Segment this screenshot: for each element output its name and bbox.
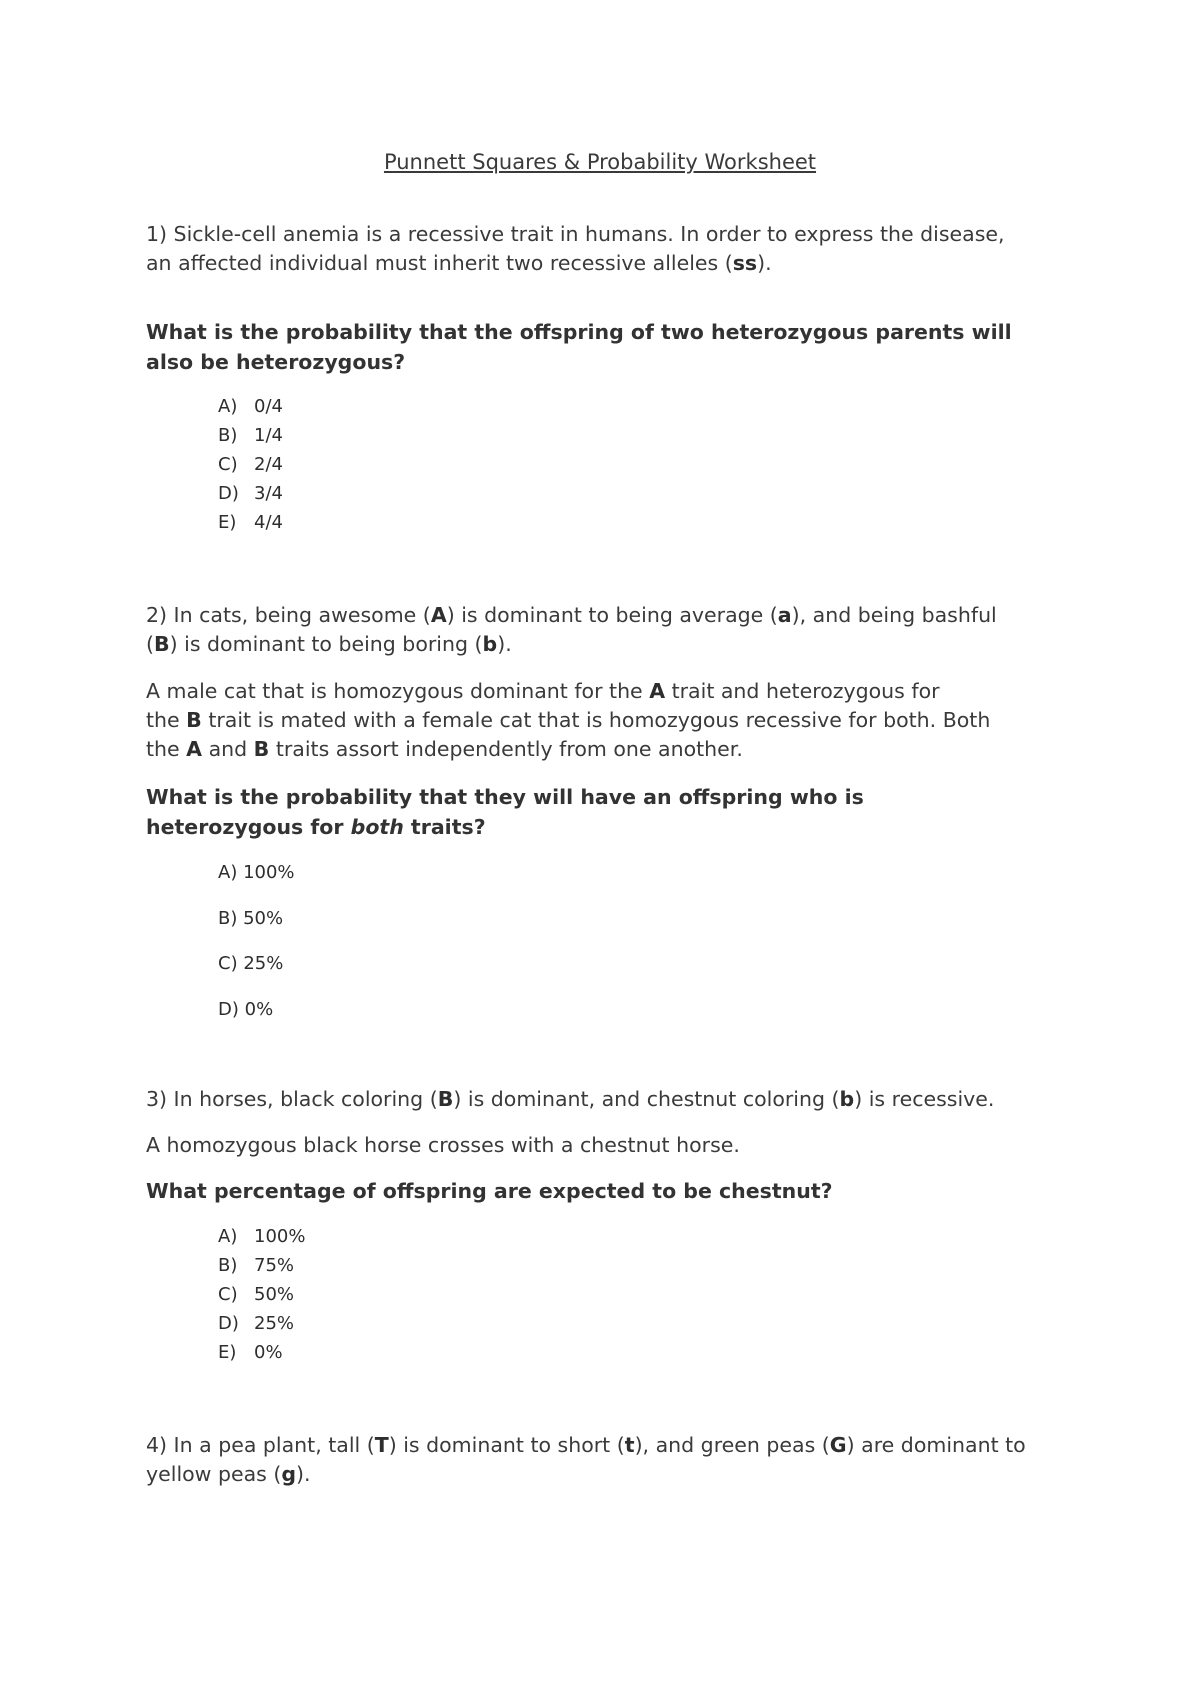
- choice-text: 50%: [254, 1284, 295, 1305]
- q3-intro: [146, 1085, 1076, 1114]
- choice-label: B): [218, 425, 238, 446]
- text: ) is dominant, and chestnut coloring (: [453, 1087, 840, 1111]
- choice-label: E): [218, 1342, 237, 1363]
- choice-label: B): [218, 907, 238, 929]
- text: ).: [497, 632, 512, 656]
- q4-intro-line1: [146, 1431, 1076, 1460]
- text: (: [146, 632, 154, 656]
- text: A male cat that is homozygous dominant for the: [146, 679, 650, 703]
- text: ).: [296, 1462, 311, 1486]
- q2-choice-c[interactable]: [218, 941, 295, 987]
- q2-question-line2: [146, 812, 1076, 842]
- q1-question: [146, 317, 1076, 377]
- q3-choice-a[interactable]: [218, 1222, 305, 1251]
- text: ) is dominant to being boring (: [169, 632, 483, 656]
- text: ) are dominant to: [846, 1433, 1026, 1457]
- choice-text: 75%: [254, 1255, 295, 1276]
- q1-choice-b[interactable]: [218, 421, 283, 450]
- choice-text: 0/4: [254, 396, 283, 417]
- emphasis: both: [350, 815, 404, 839]
- text: 4) In a pea plant, tall (: [146, 1433, 375, 1457]
- choice-text: 0%: [254, 1342, 283, 1363]
- q2-question-line1: What is the probability that they will have an offspring who is: [146, 785, 864, 809]
- text: ) is dominant to short (: [388, 1433, 625, 1457]
- q1-choice-c[interactable]: [218, 450, 283, 479]
- q2-question: [146, 782, 1076, 842]
- q1-intro-text: an affected individual must inherit two recessive alleles (: [146, 251, 733, 275]
- text: ), and being bashful: [791, 603, 997, 627]
- q1-choices: [218, 392, 283, 537]
- choice-text: 2/4: [254, 454, 283, 475]
- choice-text: 25%: [254, 1313, 295, 1334]
- allele: g: [281, 1462, 297, 1486]
- q1-intro-line2: [146, 249, 1076, 278]
- q2-intro-line1: [146, 601, 1076, 630]
- allele: B: [154, 632, 170, 656]
- choice-text: 100%: [243, 862, 295, 884]
- text: heterozygous for: [146, 815, 351, 839]
- q3-intro-line1: [146, 1085, 1076, 1114]
- choice-text: 100%: [254, 1226, 306, 1247]
- page-title: Punnett Squares & Probability Worksheet: [383, 150, 817, 174]
- allele: b: [482, 632, 498, 656]
- q2-paragraph-line2: [146, 706, 1076, 735]
- q1-intro-line1: 1) Sickle-cell anemia is a recessive trait in humans. In order to express the disease,: [146, 222, 1005, 246]
- choice-label: C): [218, 953, 238, 975]
- text: and: [202, 737, 254, 761]
- q2-choice-b[interactable]: [218, 896, 295, 942]
- choice-label: A): [218, 1226, 238, 1247]
- allele: t: [624, 1433, 635, 1457]
- allele: G: [829, 1433, 847, 1457]
- text: 3) In horses, black coloring (: [146, 1087, 438, 1111]
- choice-text: 50%: [243, 907, 284, 929]
- choice-text: 1/4: [254, 425, 283, 446]
- q1-allele: ss: [732, 251, 758, 275]
- q2-paragraph: [146, 677, 1076, 764]
- text: trait and heterozygous for: [665, 679, 940, 703]
- q3-paragraph: A homozygous black horse crosses with a chestnut horse.: [146, 1133, 740, 1157]
- allele: b: [839, 1087, 855, 1111]
- choice-label: D): [218, 483, 239, 504]
- q1-intro: [146, 220, 1076, 278]
- allele: T: [374, 1433, 389, 1457]
- allele: a: [777, 603, 792, 627]
- text: yellow peas (: [146, 1462, 282, 1486]
- choice-text: 0%: [244, 998, 274, 1020]
- choice-text: 4/4: [254, 512, 283, 533]
- allele: B: [253, 737, 270, 761]
- q4-intro: [146, 1431, 1076, 1489]
- text: ) is dominant to being average (: [446, 603, 778, 627]
- text: the: [146, 708, 187, 732]
- choice-label: D): [218, 1313, 239, 1334]
- q3-question: What percentage of offspring are expected to be chestnut?: [146, 1179, 833, 1203]
- q1-choice-e[interactable]: [218, 508, 283, 537]
- q2-paragraph-line1: [146, 677, 1076, 706]
- q3-choice-b[interactable]: [218, 1251, 305, 1280]
- q1-intro-end: ).: [757, 251, 772, 275]
- q2-intro: [146, 601, 1076, 659]
- allele: B: [186, 708, 202, 732]
- q1-question-line2: also be heterozygous?: [146, 350, 406, 374]
- q2-intro-line2: [146, 630, 1076, 659]
- q3-choice-e[interactable]: [218, 1338, 305, 1367]
- q2-choices: [218, 850, 295, 1032]
- choice-text: 3/4: [254, 483, 283, 504]
- choice-label: E): [218, 512, 237, 533]
- q3-choice-c[interactable]: [218, 1280, 305, 1309]
- text: ) is recessive.: [854, 1087, 995, 1111]
- q1-choice-a[interactable]: [218, 392, 283, 421]
- choice-label: C): [218, 454, 238, 475]
- text: trait is mated with a female cat that is homozygous recessive for both. Both: [201, 708, 991, 732]
- q1-choice-d[interactable]: [218, 479, 283, 508]
- q2-paragraph-line3: [146, 735, 1076, 764]
- text: traits assort independently from one another.: [269, 737, 743, 761]
- text: the: [146, 737, 187, 761]
- allele: A: [649, 679, 666, 703]
- choice-label: D): [218, 998, 239, 1020]
- q2-choice-d[interactable]: [218, 987, 295, 1033]
- choice-label: B): [218, 1255, 238, 1276]
- allele: A: [186, 737, 203, 761]
- allele: B: [437, 1087, 454, 1111]
- q3-choices: [218, 1222, 305, 1367]
- q4-intro-line2: [146, 1460, 1076, 1489]
- q3-choice-d[interactable]: [218, 1309, 305, 1338]
- choice-label: A): [218, 862, 238, 884]
- choice-text: 25%: [243, 953, 284, 975]
- choice-label: A): [218, 396, 238, 417]
- text: traits?: [403, 815, 486, 839]
- q2-choice-a[interactable]: [218, 850, 295, 896]
- allele: A: [430, 603, 447, 627]
- text: ), and green peas (: [634, 1433, 830, 1457]
- text: 2) In cats, being awesome (: [146, 603, 431, 627]
- choice-label: C): [218, 1284, 238, 1305]
- q1-question-line1: What is the probability that the offspring of two heterozygous parents will: [146, 320, 1012, 344]
